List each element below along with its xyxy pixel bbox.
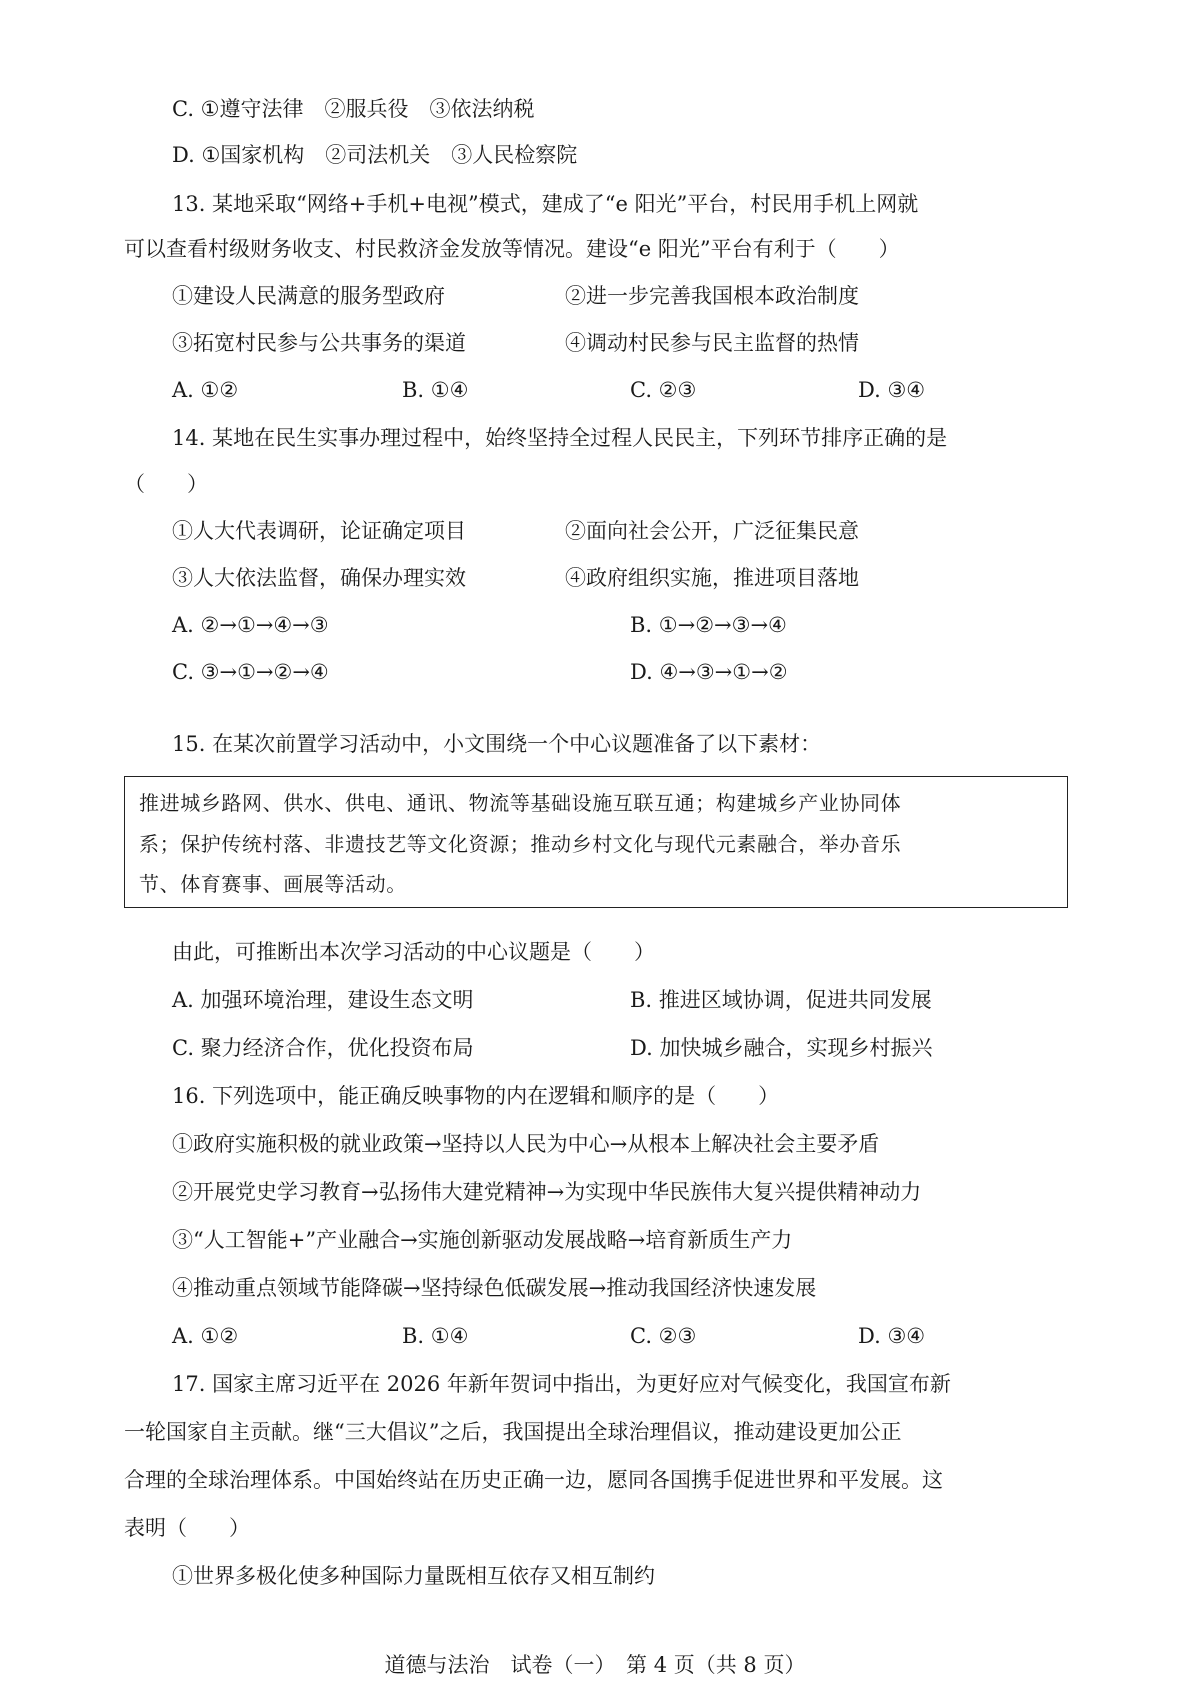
q14-option-c: C. ③→①→②→④ (172, 660, 329, 684)
q14-option-b: B. ①→②→③→④ (630, 613, 787, 637)
q14-item-2: ②面向社会公开，广泛征集民意 (565, 519, 859, 543)
q16-option-d: D. ③④ (858, 1324, 926, 1348)
q16-item-2: ②开展党史学习教育→弘扬伟大建党精神→为实现中华民族伟大复兴提供精神动力 (172, 1180, 922, 1204)
q13-item-1: ①建设人民满意的服务型政府 (172, 284, 445, 308)
page-footer: 道德与法治 试卷（一） 第 4 页（共 8 页） (384, 1653, 806, 1677)
q17-stem-line3: 合理的全球治理体系。中国始终站在历史正确一边，愿同各国携手促进世界和平发展。这 (124, 1468, 943, 1492)
q16-option-c: C. ②③ (630, 1324, 697, 1348)
q12-option-d: D. ①国家机构 ②司法机关 ③人民检察院 (172, 143, 578, 167)
q14-option-a: A. ②→①→④→③ (172, 613, 329, 637)
q15-question: 由此，可推断出本次学习活动的中心议题是（ ） (172, 940, 655, 964)
q17-item-1: ①世界多极化使多种国际力量既相互依存又相互制约 (172, 1564, 655, 1588)
q16-item-4: ④推动重点领域节能降碳→坚持绿色低碳发展→推动我国经济快速发展 (172, 1276, 817, 1300)
q16-option-b: B. ①④ (402, 1324, 469, 1348)
q13-option-c: C. ②③ (630, 378, 697, 402)
q14-item-4: ④政府组织实施，推进项目落地 (565, 566, 859, 590)
q15-material-line1: 推进城乡路网、供水、供电、通讯、物流等基础设施互联互通；构建城乡产业协同体 (139, 791, 902, 815)
q17-stem-line4: 表明（ ） (124, 1516, 250, 1540)
q13-item-2: ②进一步完善我国根本政治制度 (565, 284, 859, 308)
q15-material-box (124, 776, 1068, 908)
q14-stem-line1: 14. 某地在民生实事办理过程中，始终坚持全过程人民民主，下列环节排序正确的是 (172, 426, 948, 450)
q16-stem: 16. 下列选项中，能正确反映事物的内在逻辑和顺序的是（ ） (172, 1084, 780, 1108)
q16-option-a: A. ①② (172, 1324, 239, 1348)
q13-option-d: D. ③④ (858, 378, 926, 402)
q17-stem-line2: 一轮国家自主贡献。继“三大倡议”之后，我国提出全球治理倡议，推动建设更加公正 (124, 1420, 902, 1444)
q13-stem-line1: 13. 某地采取“网络+手机+电视”模式，建成了“e 阳光”平台，村民用手机上网就 (172, 192, 919, 216)
q13-stem-line2: 可以查看村级财务收支、村民救济金发放等情况。建设“e 阳光”平台有利于（ ） (124, 237, 900, 261)
q13-item-4: ④调动村民参与民主监督的热情 (565, 331, 859, 355)
q14-stem-line2: （ ） (124, 472, 208, 496)
q13-item-3: ③拓宽村民参与公共事务的渠道 (172, 331, 466, 355)
q14-option-d: D. ④→③→①→② (630, 660, 788, 684)
q14-item-3: ③人大依法监督，确保办理实效 (172, 566, 466, 590)
q15-option-d: D. 加快城乡融合，实现乡村振兴 (630, 1036, 933, 1060)
q17-stem-line1: 17. 国家主席习近平在 2026 年新年贺词中指出，为更好应对气候变化，我国宣布新 (172, 1372, 951, 1396)
q15-material-line2: 系；保护传统村落、非遗技艺等文化资源；推动乡村文化与现代元素融合，举办音乐 (139, 832, 902, 856)
q15-material-line3: 节、体育赛事、画展等活动。 (139, 872, 407, 896)
q16-item-1: ①政府实施积极的就业政策→坚持以人民为中心→从根本上解决社会主要矛盾 (172, 1132, 880, 1156)
q16-item-3: ③“人工智能+”产业融合→实施创新驱动发展战略→培育新质生产力 (172, 1228, 793, 1252)
q15-option-a: A. 加强环境治理，建设生态文明 (172, 988, 474, 1012)
q15-stem: 15. 在某次前置学习活动中，小文围绕一个中心议题准备了以下素材： (172, 732, 822, 756)
q15-option-b: B. 推进区域协调，促进共同发展 (630, 988, 932, 1012)
q12-option-c: C. ①遵守法律 ②服兵役 ③依法纳税 (172, 97, 535, 121)
q13-option-a: A. ①② (172, 378, 239, 402)
q13-option-b: B. ①④ (402, 378, 469, 402)
q15-option-c: C. 聚力经济合作，优化投资布局 (172, 1036, 474, 1060)
q14-item-1: ①人大代表调研，论证确定项目 (172, 519, 466, 543)
